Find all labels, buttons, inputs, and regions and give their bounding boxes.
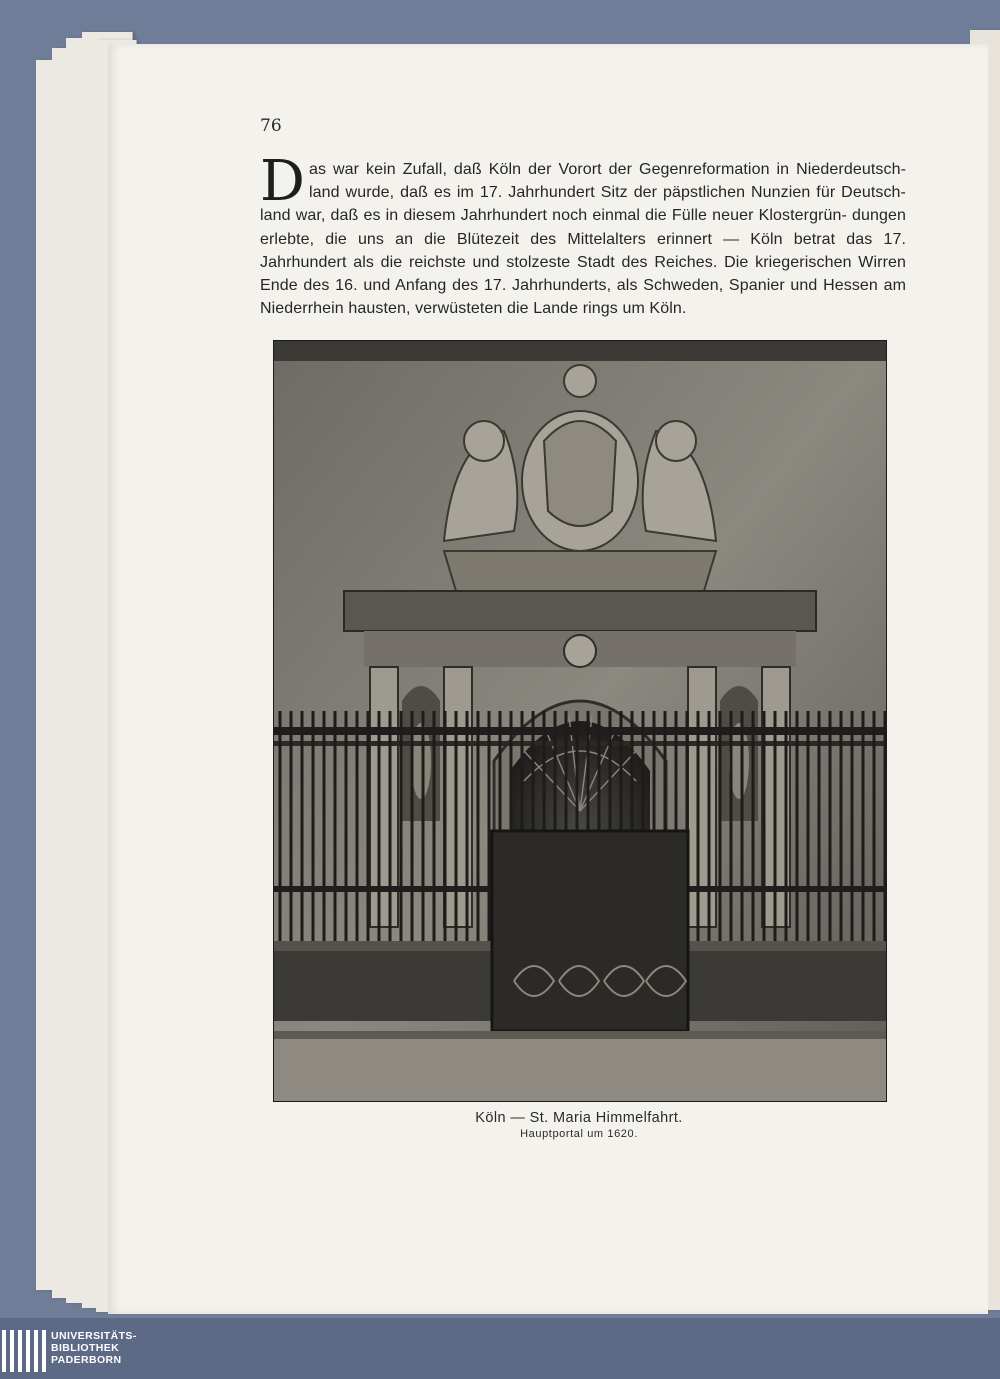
- library-footer: [0, 1318, 1000, 1379]
- book-page: [108, 44, 988, 1314]
- text-line: kriegerischen Wirren Ende des 16. und Anfang des 17. Jahrhunderts, als Schweden,: [260, 253, 906, 295]
- caption-subtitle: Hauptportal um 1620.: [520, 1128, 638, 1140]
- text-line: land war, daß es in diesem Jahrhundert noch einmal die Fülle neuer Klostergrün-: [260, 207, 852, 225]
- text-line: land wurde, daß es im 17. Jahrhundert Sitz der päpstlichen Nunzien für Deutsch-: [309, 184, 906, 202]
- library-name-line: UNIVERSITÄTS-: [51, 1330, 137, 1342]
- page-number: 76: [260, 116, 282, 136]
- library-logo-icon: [2, 1330, 46, 1372]
- portal-photograph: [273, 340, 887, 1102]
- text-line: das 17. Jahrhundert als die reichste und stolzeste Stadt des Reiches. Die: [260, 230, 906, 271]
- library-name: [51, 1330, 137, 1366]
- drop-cap: D: [260, 149, 305, 214]
- figure-caption: [273, 1110, 885, 1140]
- caption-title: Köln — St. Maria Himmelfahrt.: [475, 1110, 683, 1126]
- body-paragraph: [260, 149, 906, 320]
- text-line: dungen erlebte, die uns an die Blütezeit des Mittelalters erinnert — Köln betrat: [260, 207, 906, 248]
- library-name-line: BIBLIOTHEK: [51, 1342, 120, 1354]
- text-line: as war kein Zufall, daß Köln der Vorort der Gegenreformation in Niederdeutsch-: [309, 161, 906, 178]
- library-name-line: PADERBORN: [51, 1354, 122, 1366]
- text-line: Spanier und Hessen am Niederrhein hausten, verwüsteten die Lande rings um Köln.: [260, 277, 906, 318]
